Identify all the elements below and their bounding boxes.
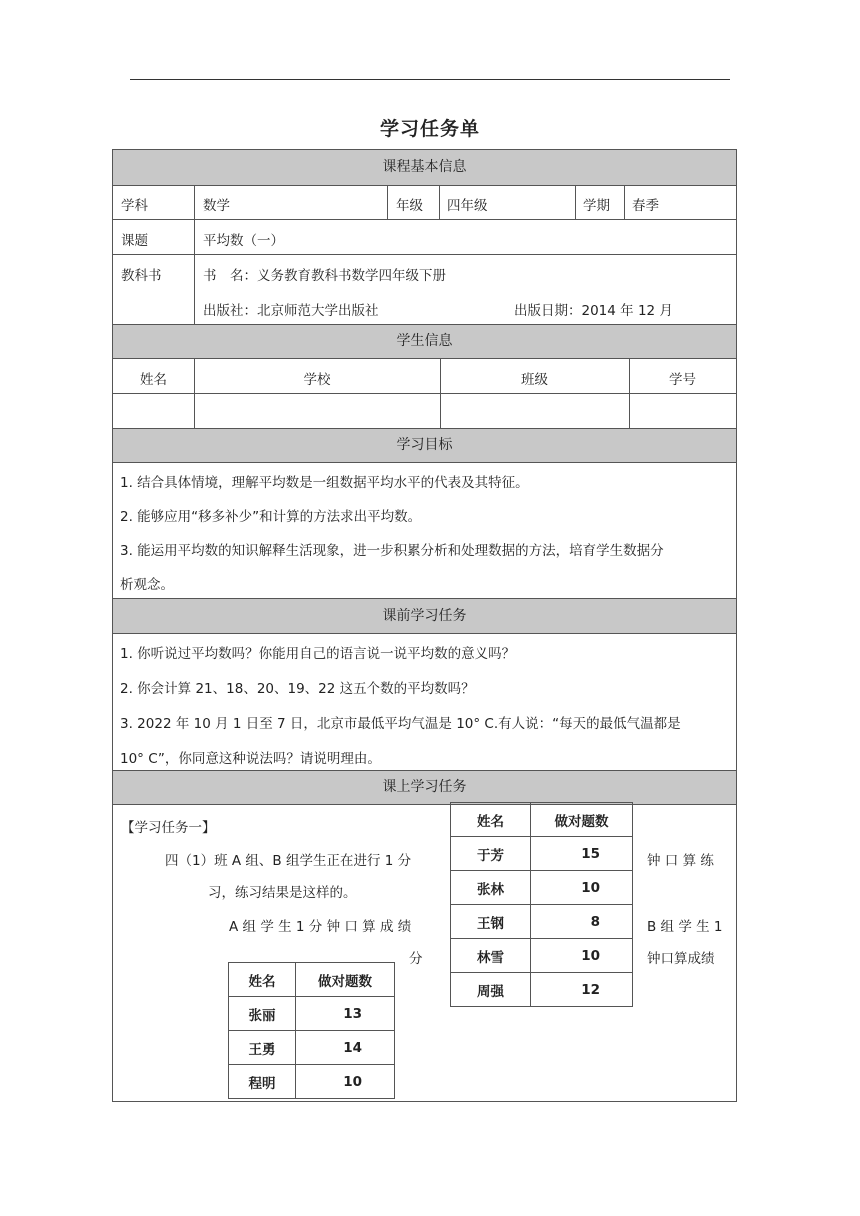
table-row <box>229 997 395 1031</box>
page-title: 学习任务单 <box>379 118 480 140</box>
group-a-name: 王勇 <box>229 1031 296 1065</box>
group-b-name: 于芳 <box>451 837 531 871</box>
table-row <box>451 905 633 939</box>
table-row <box>451 973 633 1007</box>
grade-label: 年级 <box>396 198 423 214</box>
textbook-name: 书 名：义务教育教科书数学四年级下册 <box>203 268 446 284</box>
group-b-header-score: 做对题数 <box>531 803 633 837</box>
group-a-table <box>228 962 395 1099</box>
header-rule <box>130 79 730 80</box>
objectives-band: 学习目标 <box>113 429 736 463</box>
group-b-table <box>450 802 633 1007</box>
table-row <box>451 837 633 871</box>
group-a-name: 张丽 <box>229 997 296 1031</box>
objective-3-cont: 析观念。 <box>120 577 174 593</box>
pre-tasks-band: 课前学习任务 <box>113 599 736 634</box>
group-b-name: 王钢 <box>451 905 531 939</box>
task1-para4b: 钟口算成绩 <box>647 951 715 967</box>
task1-para4: 分 <box>409 951 423 967</box>
pre-task-3-cont: 10° C”，你同意这种说法吗？请说明理由。 <box>120 751 381 767</box>
table-row <box>451 871 633 905</box>
student-school-header: 学校 <box>303 372 331 388</box>
term-label: 学期 <box>583 198 610 214</box>
group-b-header-name: 姓名 <box>451 803 531 837</box>
topic-value: 平均数（一） <box>203 233 284 249</box>
pre-task-2: 2. 你会计算 21、18、20、19、22 这五个数的平均数吗？ <box>120 681 475 697</box>
group-b-score: 8 <box>531 905 633 939</box>
textbook-publisher: 出版社：北京师范大学出版社 <box>203 303 379 319</box>
group-b-name: 林雪 <box>451 939 531 973</box>
task1-para2: 习，练习结果是这样的。 <box>208 885 357 901</box>
group-a-name: 程明 <box>229 1065 296 1099</box>
group-b-score: 12 <box>531 973 633 1007</box>
group-a-score: 10 <box>296 1065 395 1099</box>
task1-label: 【学习任务一】 <box>121 820 216 836</box>
grade-value: 四年级 <box>447 198 488 214</box>
textbook-date: 出版日期：2014 年 12 月 <box>514 303 673 319</box>
table-row <box>451 939 633 973</box>
group-b-score: 10 <box>531 939 633 973</box>
task1-para3: A 组 学 生 1 分 钟 口 算 成 绩 <box>229 919 412 935</box>
student-id-header: 学号 <box>669 372 696 388</box>
objective-3: 3. 能运用平均数的知识解释生活现象，进一步积累分析和处理数据的方法，培育学生数据分 <box>120 543 664 559</box>
pre-task-1: 1. 你听说过平均数吗？你能用自己的语言说一说平均数的意义吗？ <box>120 646 516 662</box>
student-name-header: 姓名 <box>140 372 167 388</box>
group-a-header-name: 姓名 <box>229 963 296 997</box>
objective-1: 1. 结合具体情境，理解平均数是一组数据平均水平的代表及其特征。 <box>120 475 529 491</box>
group-b-score: 15 <box>531 837 633 871</box>
class-tasks-band: 课上学习任务 <box>113 771 736 805</box>
group-a-score: 13 <box>296 997 395 1031</box>
course-info-band: 课程基本信息 <box>113 150 736 186</box>
term-value: 春季 <box>632 198 659 214</box>
group-a-score: 14 <box>296 1031 395 1065</box>
student-info-band: 学生信息 <box>113 325 736 359</box>
student-class-header: 班级 <box>521 372 548 388</box>
topic-label: 课题 <box>121 233 148 249</box>
table-row <box>451 803 633 837</box>
table-row <box>229 1065 395 1099</box>
group-b-name: 周强 <box>451 973 531 1007</box>
objective-2: 2. 能够应用“移多补少”和计算的方法求出平均数。 <box>120 509 422 525</box>
task1-para1: 四（1）班 A 组、B 组学生正在进行 1 分 <box>165 853 412 869</box>
group-a-header-score: 做对题数 <box>296 963 395 997</box>
table-row <box>229 1031 395 1065</box>
task1-para3b: B 组 学 生 1 <box>647 919 723 935</box>
group-b-name: 张林 <box>451 871 531 905</box>
task1-para1b: 钟 口 算 练 <box>647 853 714 869</box>
table-row <box>229 963 395 997</box>
textbook-label: 教科书 <box>121 268 162 284</box>
pre-task-3: 3. 2022 年 10 月 1 日至 7 日，北京市最低平均气温是 10° C.有人说：“每天的最低气温都是 <box>120 716 681 732</box>
task-sheet <box>112 149 737 1102</box>
subject-value: 数学 <box>203 198 230 214</box>
group-b-score: 10 <box>531 871 633 905</box>
subject-label: 学科 <box>121 198 148 214</box>
